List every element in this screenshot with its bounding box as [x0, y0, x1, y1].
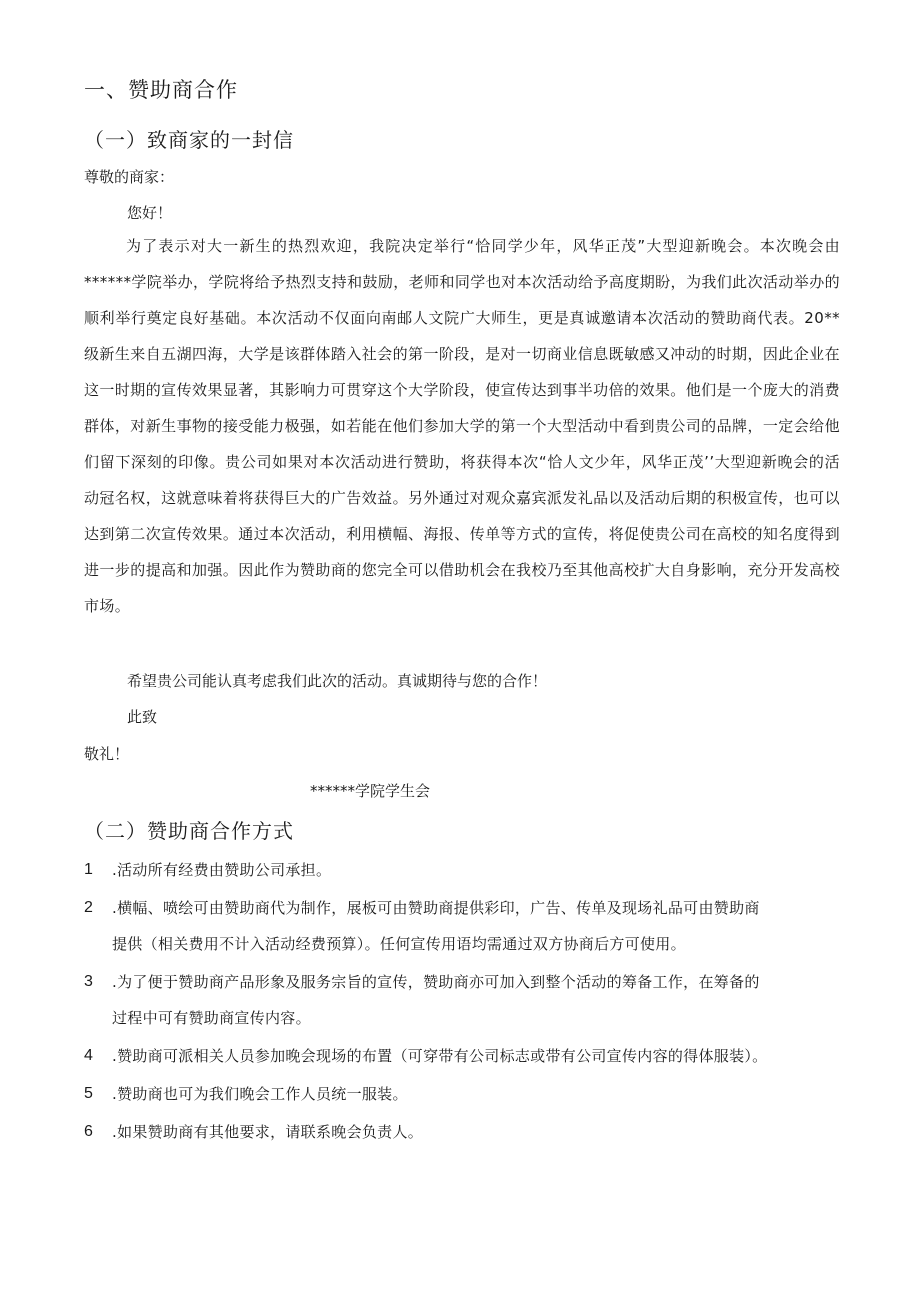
- list-item-line: .赞助商可派相关人员参加晚会现场的布置（可穿带有公司标志或带有公司宣传内容的得体服装）。: [112, 1047, 768, 1065]
- list-item-number: 4: [84, 1047, 93, 1064]
- list-item-line: .赞助商也可为我们晚会工作人员统一服装。: [112, 1085, 408, 1103]
- list-item-number: 2: [84, 899, 93, 916]
- letter-closing-jingli: 敬礼！: [84, 745, 130, 763]
- section-heading-sponsor-cooperation: 一、赞助商合作: [84, 78, 238, 102]
- subsection-heading-methods: （二）赞助商合作方式: [84, 819, 294, 843]
- subsection-heading-letter: （一）致商家的一封信: [84, 128, 294, 152]
- list-item-number: 6: [84, 1123, 93, 1140]
- list-item-text: [112, 852, 854, 888]
- letter-closing-cizhi: 此致: [127, 708, 158, 726]
- letter-closing-hope: 希望贵公司能认真考虑我们此次的活动。真诚期待与您的合作！: [127, 672, 548, 690]
- list-item-line: .活动所有经费由赞助公司承担。: [112, 861, 332, 879]
- list-item-line: .如果赞助商有其他要求，请联系晚会负责人。: [112, 1123, 424, 1141]
- letter-body-paragraph: 为了表示对大一新生的热烈欢迎，我院决定举行“恰同学少年，风华正茂”大型迎新晚会。本次晚会由******学院举办，学院将给予热烈支持和鼓励，老师和同学也对本次活动给予高度期盼，为我们此次活动举办的顺利举行奠定良好基础。本次活动不仅面向南邮人文院广大师生，更是真诚邀请本次活动的赞助商代表。20**级新生来自五湖四海，大学是该群体踏入社会的第一阶段，是对一切商业信息既敏感又冲动的时期，因此企业在这一时期的宣传效果显著，其影响力可贯穿这个大学阶段，使宣传达到事半功倍的效果。他们是一个庞大的消费群体，对新生事物的接受能力极强，如若能在他们参加大学的第一个大型活动中看到贵公司的品牌，一定会给他们留下深刻的印像。贵公司如果对本次活动进行赞助，将获得本次“恰人文少年，风华正茂’’大型迎新晚会的活动冠名权，这就意味着将获得巨大的广告效益。另外通过对观众嘉宾派发礼品以及活动后期的积极宣传，也可以达到第二次宣传效果。通过本次活动，利用横幅、海报、传单等方式的宣传，将促使贵公司在高校的知名度得到进一步的提高和加强。因此作为赞助商的您完全可以借助机会在我校乃至其他高校扩大自身影响，充分开发高校市场。: [84, 237, 840, 615]
- list-item-text: [112, 1038, 854, 1074]
- list-item-text: [112, 1114, 854, 1150]
- list-item-continuation: 提供（相关费用不计入活动经费预算）。任何宣传用语均需通过双方协商后方可使用。: [112, 935, 686, 953]
- list-item-text: [112, 890, 854, 962]
- letter-signature: ******学院学生会: [310, 782, 431, 800]
- list-item: [84, 1076, 854, 1112]
- list-item-text: [112, 964, 854, 1036]
- letter-salutation: 尊敬的商家：: [84, 168, 175, 186]
- list-item-line: .横幅、喷绘可由赞助商代为制作，展板可由赞助商提供彩印，广告、传单及现场礼品可由赞助商: [112, 899, 760, 917]
- list-item: [84, 1114, 854, 1150]
- list-item-number: 1: [84, 861, 93, 878]
- list-item-continuation: 过程中可有赞助商宣传内容。: [112, 1009, 311, 1027]
- list-item-number: 5: [84, 1085, 93, 1102]
- methods-list: [84, 852, 854, 1152]
- list-item: [84, 890, 854, 962]
- list-item-line: .为了便于赞助商产品形象及服务宗旨的宣传，赞助商亦可加入到整个活动的筹备工作，在筹备的: [112, 973, 760, 991]
- list-item: [84, 1038, 854, 1074]
- letter-greeting: 您好！: [127, 204, 173, 222]
- list-item: [84, 964, 854, 1036]
- list-item-text: [112, 1076, 854, 1112]
- list-item-number: 3: [84, 973, 93, 990]
- list-item: [84, 852, 854, 888]
